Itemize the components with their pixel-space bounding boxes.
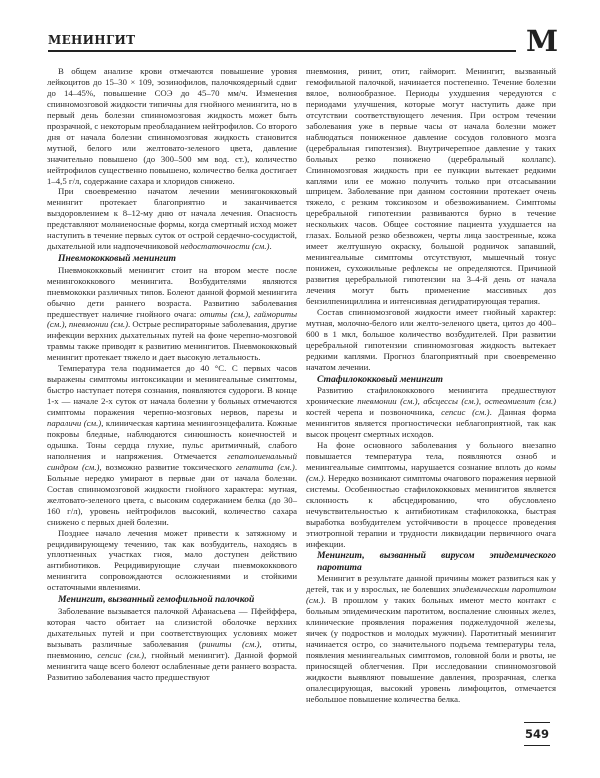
text-run: костей черепа и позвоночника, [306,407,442,418]
paragraph [47,265,297,364]
text-run: пневмония, ринит, отит, гайморит. Менингит, вызванный гемофильной палочкой, начинается постепенно. Течение болезни вялое, волнообразное. Периоды ухудшения чередуются с периодами улучшения, которые могут наступить даже при отсутствии соответствующего лечения. При остром течении заболевания уже в первые часы от начала болезни может наблюдаться пониженное давление сосудов головного мозга (церебральная гипотензия). Внутричерепное давление у таких больных резко понижено (церебральный коллапс). Спинномозговая жидкость при ее пункции вытекает редкими каплями или ее можно получить только при отсасывании шприцем. Заболевание при данном состоянии протекает очень тяжело, с резким токсикозом и обезвоживанием. Симптомы церебральной гипотензии развиваются бурно в течение нескольких часов. Общее состояние пациента ухудшается на глазах. Больной резко обезвожен, черты лица заостренные, кожа имеет желтушную окраску, большой родничок запавший, менингеальные симптомы отсутствуют, мышечный тонус понижен, сухожильные рефлексы не определяются. Причиной развития церебральной гипотензии на 3–4-й день от начала лечения могут быть применение массивных доз бензилпенициллина и интенсивная дегидратирующая терапия. [306,66,556,307]
section-heading [47,594,297,606]
text-run: , возможно развитие токсического [99,461,236,472]
text-run: В общем анализе крови отмечаются повышение уровня лейкоцитов до 15–30 × 109, эозинофилов, палочкоядерный сдвиг до 14–45%, повышение СОЭ до 45–70 мм/ч. Изменения спинномозговой жидкости типичны для гнойного менингита, но в первый день болезни спинномозговая жидкость может быть прозрачной, с некоторым преобладанием нейтрофилов. Со второго дня от начала болезни спинномозговая жидкость становится мутной, белого или желтовато-зеленого цвета, давление значительно повышено (до 300–500 мм вод. ст.), количество нейтрофилов существенно повышено, количество белка достигает 1–4,5 г/л, содержание сахара и хлоридов снижено. [47,66,297,186]
header-rule [48,50,516,52]
text-run: , гнойный менингит). Данной формой менингита чаще всего болеют ослабленные дети раннего возраста. Развитию заболевания часто предшествуют [47,649,298,682]
text-run: . Больные нередко умирают в первые дни от начала болезни. Состав спинномозговой жидкости гнойного характера: мутная, желтовато-зеленого цвета, с высоким содержанием белка (до 30–160 г/л), уровень нейтрофилов высокий, количество сахара снижено с первых дней болезни. [47,461,298,527]
paragraph [47,66,297,186]
paragraph [306,385,556,440]
paragraph [306,440,556,550]
text-run: , [64,319,69,330]
text-run: Менингит, вызванный вирусом эпидемического паротита [317,550,556,573]
text-run: Стафилококковый менингит [317,373,444,385]
section-letter: М [526,24,559,58]
text-run: , [417,396,424,407]
paragraph [47,528,297,594]
text-run: , [478,396,485,407]
cross-reference: пневмонии (см.) [357,396,418,407]
text-run: . [269,241,272,252]
text-run: Развитию стафилококкового менингита предшествуют хронические [306,385,556,407]
running-header-title: МЕНИНГИТ [48,33,136,47]
cross-reference: отиты (см.) [199,308,249,319]
cross-reference: комы (см.) [306,461,556,483]
right-column [306,66,556,705]
text-run: На фоне основного заболевания у больного внезапно повышается температура тела, появляются озноб и менингеальные симптомы, нарушается сознание вплоть до [306,439,556,472]
paragraph [306,573,556,704]
text-run: . Нередко возникают симптомы очагового поражения нервной системы. Особенностью стафилококковых менингитов является склонность к абсцедированию, что обусловлено нечувствительностью к антибиотикам стафилококка, быстрая выработка возбудителем устойчивости в процессе проведения этиотропной терапии и трудности ликвидации первичного очага инфекции. [306,472,556,549]
cross-reference: эпидемическим паротитом (см.) [306,584,556,606]
text-run: При своевременно начатом лечении менингококковый менингит протекает благоприятно и заканчивается выздоровлением к 8–12-му дню от начала лечения. Опасность представляют молниеносные формы, когда смертный исход может наступить в течение первых суток от острой сердечно-сосудистой, дыхательной или надпочечниковой [47,186,297,252]
text-run: , [248,308,254,319]
text-run: Заболевание вызывается палочкой Афанасьева — Пфейффера, которая часто обитает на слизистой оболочке верхних дыхательных путей и при соответствующих условиях может вызывать различные заболевания ( [47,605,297,649]
section-heading [306,550,556,573]
cross-reference: параличи (см.) [47,418,102,429]
cross-reference: риниты (см.) [201,638,260,649]
section-heading [47,253,297,265]
text-run: . Острые респираторные заболевания, другие инфекции верхних дыхательных путей на фоне черепно-мозговой травмы также приводят к развитию менингитов. Пневмококковый менингит протекает тяжело и дает высокую летальность. [47,319,298,363]
text-run: Температура тела поднимается до 40 °С. С первых часов выражены симптомы интоксикации и менингеальные симптомы, быстро наступает потеря сознания, появляются судороги. В конце 1-х — начале 2-х суток от начала болезни у больных отмечаются симптомы поражения черепно-мозговых нервов, парезы и [47,363,297,418]
text-run: Позднее начало лечения может привести к затяжному и рецидивирующему течению, так как возбудитель, находясь в уплотненных участках гноя, мало доступен действию антибиотиков. Рецидивирующие случаи пневмококкового менингита сопровождаются осложнениями и стойкими остаточными явлениями. [47,527,297,593]
cross-reference: пневмонии (см.) [68,319,129,330]
cross-reference: сепсис (см.) [97,649,145,660]
paragraph [47,186,297,252]
cross-reference: гепатолиенальный синдром (см.) [47,450,297,472]
text-run: Менингит в результате данной причины может развиться как у детей, так и у взрослых, не болевших [306,573,556,595]
paragraph [47,606,297,683]
paragraph [47,363,297,527]
cross-reference: абсцессы (см.) [423,396,479,407]
section-heading [306,374,556,386]
text-run: , отиты, пневмонию, [47,638,297,660]
text-run: Пневмококковый менингит [58,253,176,265]
text-run: Состав спинномозговой жидкости имеет гнойный характер: мутная, молочно-белого или желто-зеленого цвета, цитоз до 400–600 в 1 мкл, большое количество возбудителей. При развитии церебральной гипотензии спинномозговая жидкость вытекает редкими каплями. Прогноз благоприятный при своевременно начатом лечении. [306,306,556,372]
page-number: 549 [524,722,550,746]
cross-reference: остеомиелит (см.) [484,396,556,407]
left-column [47,66,297,682]
cross-reference: гепатита (см.) [235,461,295,472]
paragraph [306,307,556,373]
cross-reference: гаймориты (см.) [47,308,298,330]
text-run: Менингит, вызванный гемофильной палочкой [58,594,255,606]
paragraph [306,66,556,307]
text-run: . Данная форма менингитов является прогностически неблагоприятной, так как высок процент смертных исходов. [306,407,556,439]
cross-reference: недостаточности (см.) [180,241,270,252]
cross-reference: сепсис (см.) [441,407,490,418]
text-run: Пневмококковый менингит стоит на втором месте после менингококкового менингита. Возбудителями являются пневмококки различных типов. Болеют данной формой менингита обычно дети раннего возраста. Развитию заболевания предшествует наличие гнойного очага: [47,264,297,319]
text-run: , клиническая картина менингоэнцефалита. Кожные покровы бледные, наблюдаются синюшность конечностей и одышка. Тоны сердца глухие, пульс аритмичный, слабого наполнения и напряжения. Отмечается [47,418,297,461]
text-run: . В прошлом у таких больных имеют место контакт с больным эпидемическим паротитом, воспаление слюнных желез, клинические проявления поражения поджелудочной железы, яичек (у подростков и молодых мужчин). Паротитный менингит начинается остро, со значительного подъема температуры тела, появления менингеальных симптомов, головной боли и рвоты, не приносящей облегчения. При исследовании спинномозговой жидкости выявляют повышение давления, прозрачная, слегка опалесцирующая, высокий уровень лимфоцитов, отмечается небольшое повышение количества белка. [306,595,556,704]
